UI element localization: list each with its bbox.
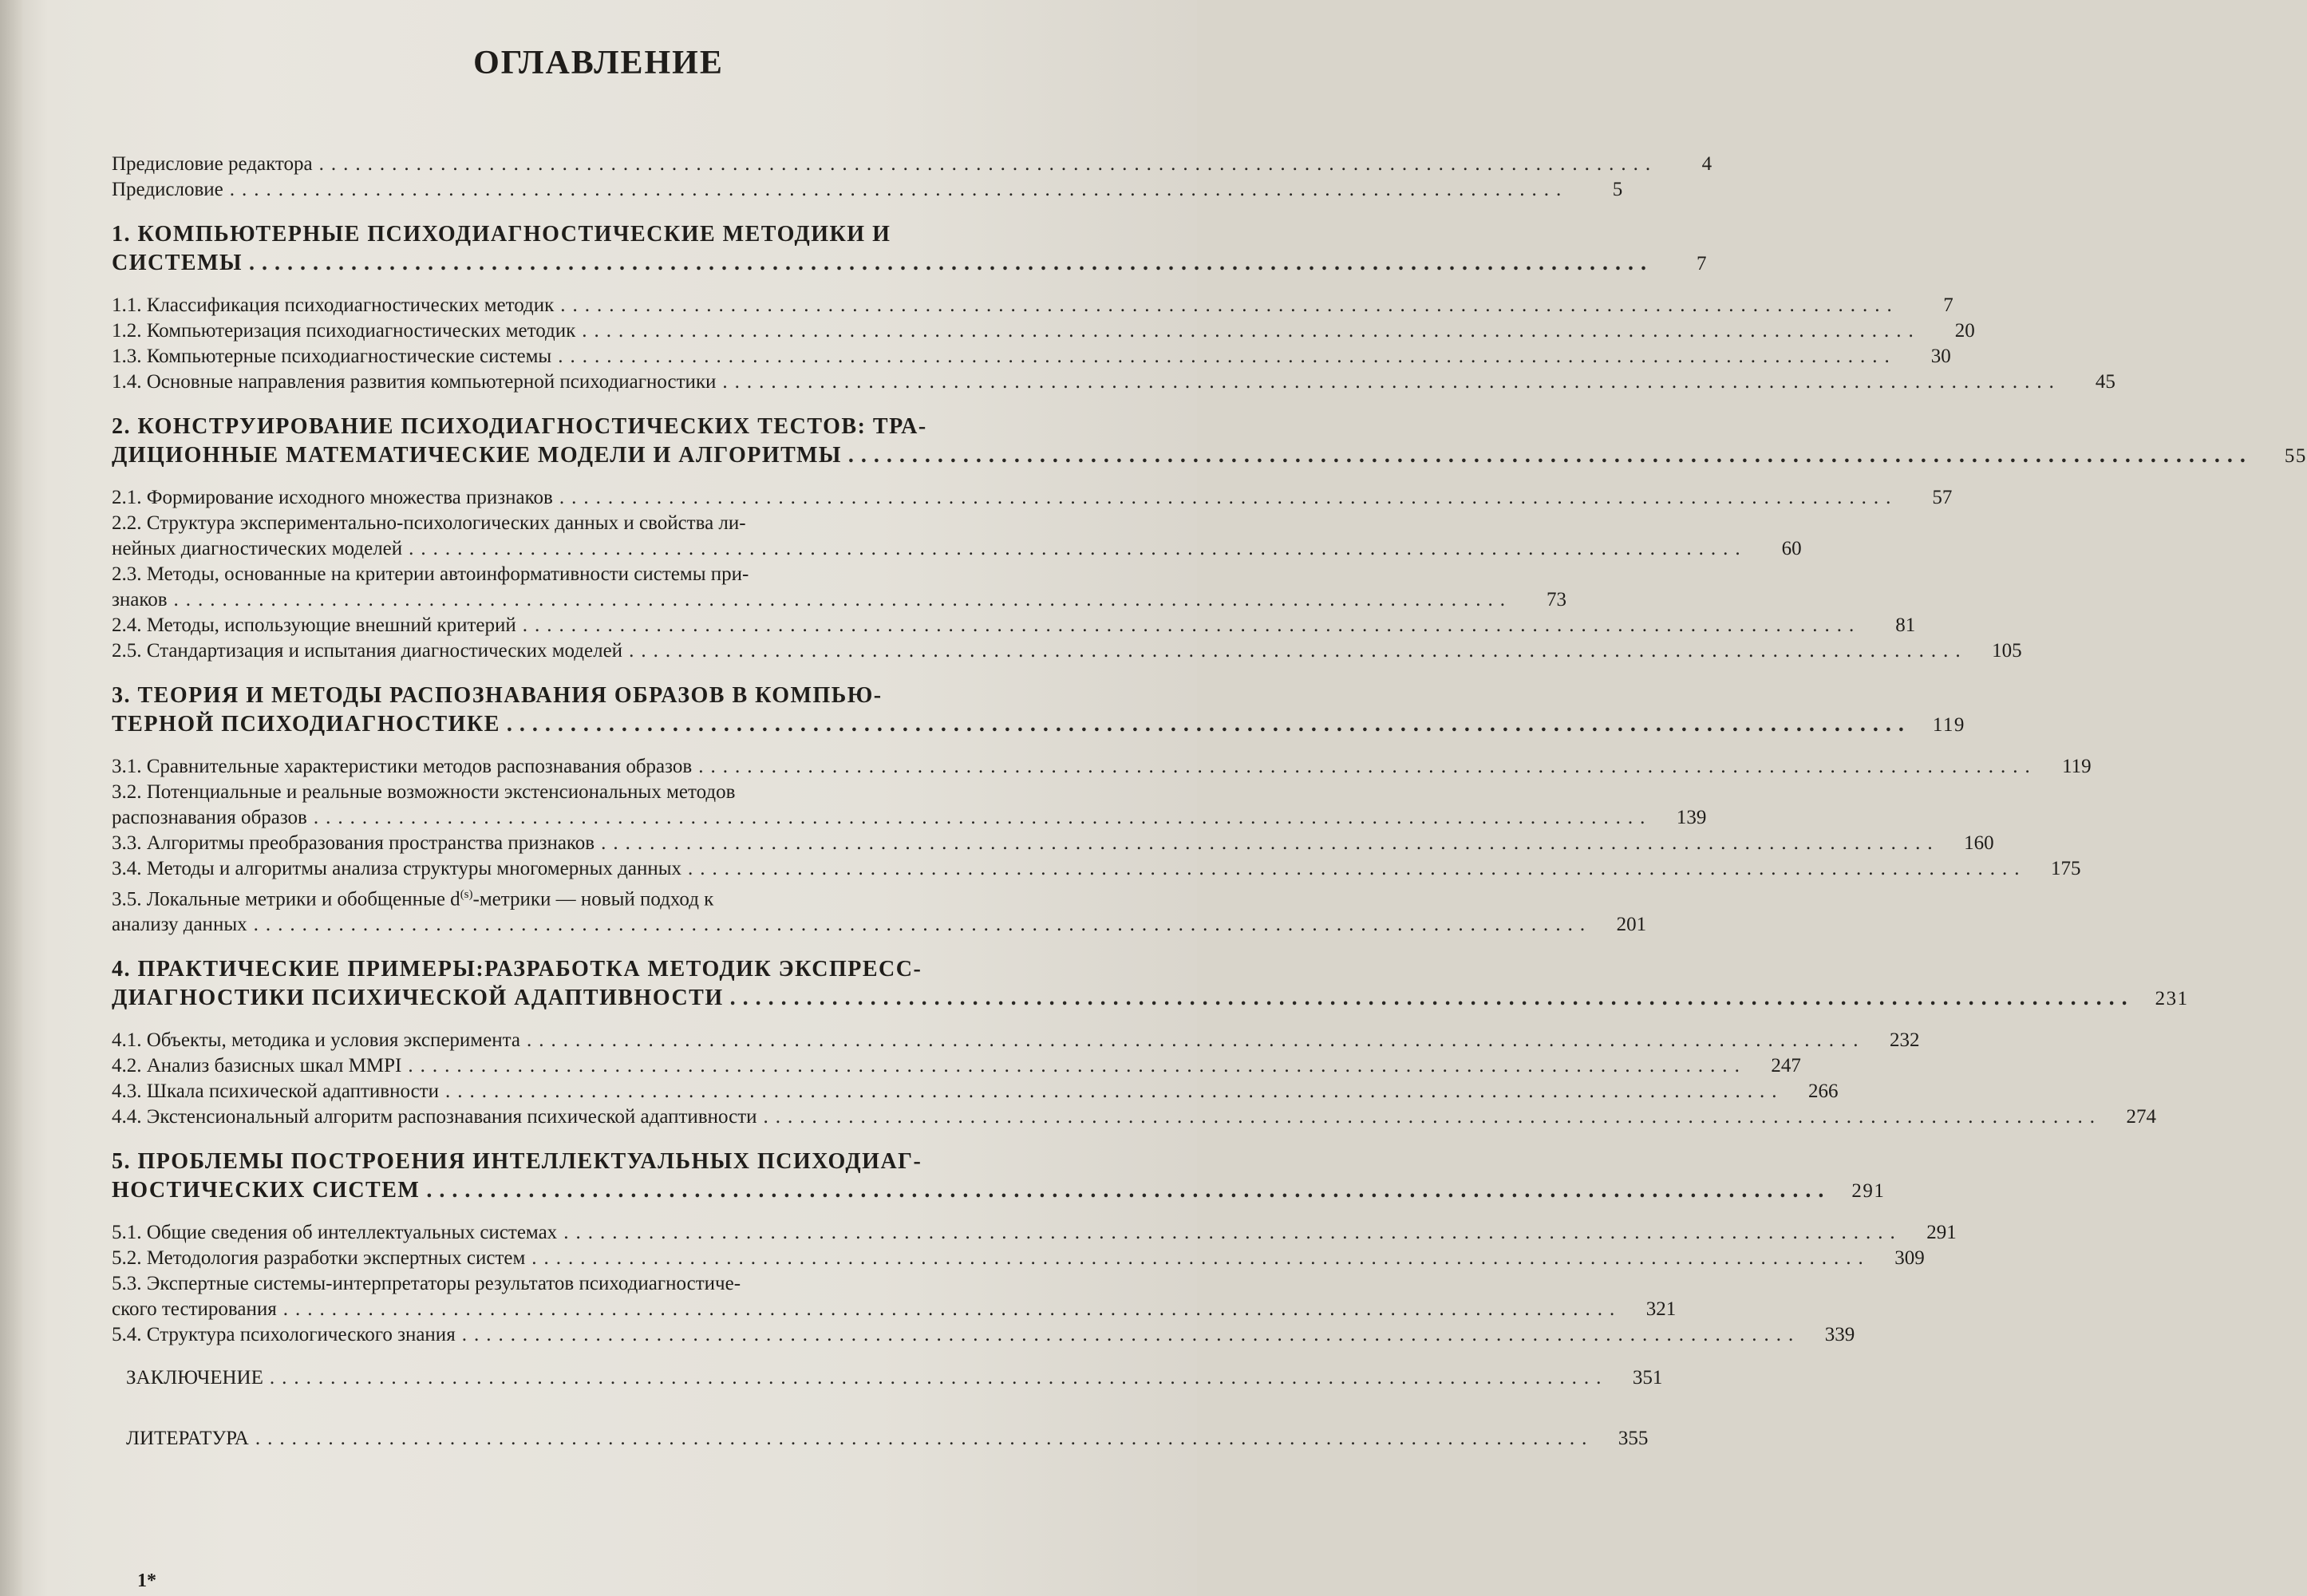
toc-entry-3-4: 3.4. Методы и алгоритмы анализа структуры многомерных данных .............................................................................................................. 175 — [112, 858, 2081, 879]
toc-chapter-1: 1. КОМПЬЮТЕРНЫЕ ПСИХОДИАГНОСТИЧЕСКИЕ МЕТОДИКИ И СИСТЕМЫ .............................................................................................................. 7 — [112, 222, 1708, 275]
toc-entry-2-1: 2.1. Формирование исходного множества признаков .............................................................................................................. 57 — [112, 487, 1953, 508]
toc-entry-preface-editor: Предисловие редактора .............................................................................................................. 4 — [112, 153, 1712, 175]
toc-entry-5-2: 5.2. Методология разработки экспертных систем .............................................................................................................. 309 — [112, 1247, 1925, 1270]
toc-chapter-3: 3. ТЕОРИЯ И МЕТОДЫ РАСПОЗНАВАНИЯ ОБРАЗОВ В КОМПЬЮ- ТЕРНОЙ ПСИХОДИАГНОСТИКЕ .............................................................................................................. 119 — [112, 683, 1965, 737]
toc-chapter-5: 5. ПРОБЛЕМЫ ПОСТРОЕНИЯ ИНТЕЛЛЕКТУАЛЬНЫХ ПСИХОДИАГ- НОСТИЧЕСКИХ СИСТЕМ .............................................................................................................. 291 — [112, 1149, 1886, 1203]
toc-entry-1-3: 1.3. Компьютерные психодиагностические системы .............................................................................................................. 30 — [112, 346, 1951, 367]
toc-entry-3-5: 3.5. Локальные метрики и обобщенные $d^{(s)}$-метрики — новый подход к анализу данных .............................................................................................................. 201 — [112, 888, 1647, 936]
toc-entry-3-1: 3.1. Сравнительные характеристики методов распознавания образов .............................................................................................................. 119 — [112, 756, 2092, 777]
toc-entry-preface: Предисловие .............................................................................................................. 5 — [112, 179, 1623, 200]
toc-entry-2-3: 2.3. Методы, основанные на критерии автоинформативности системы при- знаков .............................................................................................................. 73 — [112, 563, 1567, 610]
toc-entry-2-4: 2.4. Методы, использующие внешний критерий .............................................................................................................. 81 — [112, 614, 1916, 636]
page-title: ОГЛАВЛЕНИЕ — [473, 45, 724, 81]
toc-entry-1-1: 1.1. Классификация психодиагностических методик .............................................................................................................. 7 — [112, 294, 1953, 316]
toc-entry-2-5: 2.5. Стандартизация и испытания диагностических моделей .............................................................................................................. 105 — [112, 640, 2022, 662]
toc-entry-4-2: 4.2. Анализ базисных шкал MMPI .............................................................................................................. 247 — [112, 1055, 1801, 1077]
toc-entry-literature: ЛИТЕРАТУРА .............................................................................................................. 355 — [126, 1428, 1649, 1450]
toc-entry-4-1: 4.1. Объекты, методика и условия эксперимента .............................................................................................................. 232 — [112, 1029, 1920, 1052]
toc-entry-3-2: 3.2. Потенциальные и реальные возможности экстенсиональных методов распознавания образов .............................................................................................................. 139 — [112, 781, 1707, 828]
signature-mark: 1* — [137, 1570, 156, 1591]
toc-entry-3-3: 3.3. Алгоритмы преобразования пространства признаков .............................................................................................................. 160 — [112, 832, 1994, 854]
toc-entry-1-2: 1.2. Компьютеризация психодиагностических методик .............................................................................................................. 20 — [112, 320, 1975, 342]
table-of-contents — [112, 152, 2307, 1452]
page-gutter — [0, 0, 22, 1596]
toc-chapter-2: 2. КОНСТРУИРОВАНИЕ ПСИХОДИАГНОСТИЧЕСКИХ ТЕСТОВ: ТРА- ДИЦИОННЫЕ МАТЕМАТИЧЕСКИЕ МОДЕЛИ И АЛГОРИТМЫ .............................................................................................................. 55 — [112, 414, 2307, 468]
toc-entry-conclusion: ЗАКЛЮЧЕНИЕ .............................................................................................................. 351 — [126, 1367, 1663, 1389]
toc-entry-1-4: 1.4. Основные направления развития компьютерной психодиагностики .............................................................................................................. 45 — [112, 371, 2115, 393]
toc-entry-4-4: 4.4. Экстенсиональный алгоритм распознавания психической адаптивности .............................................................................................................. 274 — [112, 1106, 2157, 1128]
toc-entry-4-3: 4.3. Шкала психической адаптивности .............................................................................................................. 266 — [112, 1080, 1839, 1103]
toc-chapter-4: 4. ПРАКТИЧЕСКИЕ ПРИМЕРЫ:РАЗРАБОТКА МЕТОДИК ЭКСПРЕСС- ДИАГНОСТИКИ ПСИХИЧЕСКОЙ АДАПТИВНОСТИ .............................................................................................................. 231 — [112, 957, 2189, 1011]
toc-entry-2-2: 2.2. Структура экспериментально-психологических данных и свойства ли- нейных диагностических моделей .............................................................................................................. 60 — [112, 512, 1802, 559]
toc-entry-5-1: 5.1. Общие сведения об интеллектуальных системах .............................................................................................................. 291 — [112, 1222, 1957, 1244]
toc-entry-5-3: 5.3. Экспертные системы-интерпретаторы результатов психодиагностиче- ского тестирования .............................................................................................................. 321 — [112, 1273, 1677, 1321]
toc-entry-5-4: 5.4. Структура психологического знания .............................................................................................................. 339 — [112, 1324, 1855, 1346]
